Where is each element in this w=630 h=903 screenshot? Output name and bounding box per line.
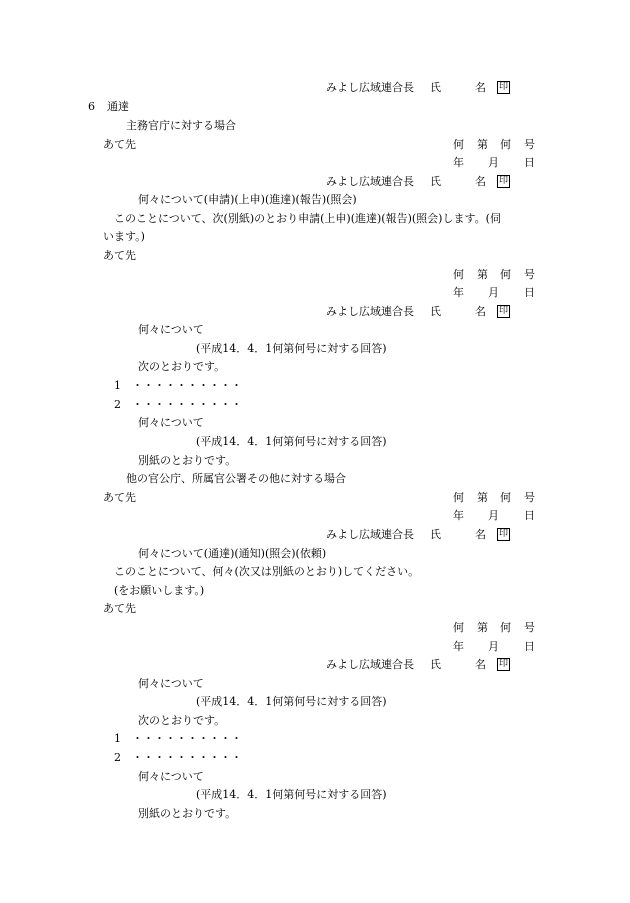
seal-mark: 印 [498,306,508,316]
reference-line: (平成14．4．1何第何号に対する回答) [196,342,387,355]
sender-shi: 氏 [430,81,441,94]
docno-c: 何 [500,138,511,151]
sender-org: みよし広域連合長 [326,305,414,318]
docno-c: 何 [500,621,511,634]
docno-d: 号 [524,268,535,281]
list-item: 2 ・・・・・・・・・・ [114,751,242,764]
docno-d: 号 [524,138,535,151]
docno-d: 号 [524,491,535,504]
body-text: います。) [103,230,145,243]
section-title: 通達 [107,100,129,113]
seal-mark: 印 [498,659,508,669]
date-day: 日 [524,286,535,299]
list-item: 1 ・・・・・・・・・・ [114,379,242,392]
subject-line: 何々について(申請)(上申)(進達)(報告)(照会) [138,193,357,206]
subject-line: 何々について [138,323,204,336]
subsection-title-2: 他の官公庁、所属官公署その他に対する場合 [126,472,346,485]
date-month: 月 [488,509,499,522]
docno-a: 何 [453,138,464,151]
docno-b: 第 [477,138,488,151]
docno-b: 第 [477,491,488,504]
sender-mei: 名 [475,175,486,188]
subject-line: 何々について [138,677,204,690]
date-month: 月 [488,640,499,653]
docno-b: 第 [477,268,488,281]
docno-c: 何 [500,268,511,281]
sender-org: みよし広域連合長 [326,658,414,671]
body-text: このことについて、何々(次又は別紙のとおり)してください。 [114,565,420,578]
date-year: 年 [453,156,464,169]
subject-line: 何々について(通達)(通知)(照会)(依頼) [138,547,327,560]
date-month: 月 [488,156,499,169]
docno-c: 何 [500,491,511,504]
seal-mark: 印 [498,529,508,539]
seal-mark: 印 [498,176,508,186]
list-item: 1 ・・・・・・・・・・ [114,732,242,745]
docno-a: 何 [453,268,464,281]
addressee: あて先 [103,249,136,262]
body-text: 別紙のとおりです。 [138,807,237,820]
date-year: 年 [453,286,464,299]
reference-line: (平成14．4．1何第何号に対する回答) [196,788,387,801]
date-year: 年 [453,509,464,522]
sender-shi: 氏 [430,528,441,541]
addressee: あて先 [103,602,136,615]
body-text: 次のとおりです。 [138,360,226,373]
section-number: 6 [88,100,95,113]
date-year: 年 [453,640,464,653]
subsection-title-1: 主務官庁に対する場合 [126,119,236,132]
sender-shi: 氏 [430,175,441,188]
date-day: 日 [524,640,535,653]
date-day: 日 [524,156,535,169]
reference-line: (平成14．4．1何第何号に対する回答) [196,695,387,708]
body-text: 別紙のとおりです。 [138,454,237,467]
docno-a: 何 [453,621,464,634]
sender-shi: 氏 [430,305,441,318]
seal-mark: 印 [498,82,508,92]
list-item: 2 ・・・・・・・・・・ [114,398,242,411]
sender-mei: 名 [475,81,486,94]
sender-shi: 氏 [430,658,441,671]
sender-mei: 名 [475,658,486,671]
docno-a: 何 [453,491,464,504]
body-text: 次のとおりです。 [138,714,226,727]
sender-org: みよし広域連合長 [326,175,414,188]
body-text: このことについて、次(別紙)のとおり申請(上申)(進達)(報告)(照会)します。(伺 [114,212,501,225]
docno-b: 第 [477,621,488,634]
addressee: あて先 [103,491,136,504]
reference-line: (平成14．4．1何第何号に対する回答) [196,435,387,448]
date-month: 月 [488,286,499,299]
subject-line: 何々について [138,770,204,783]
subject-line: 何々について [138,416,204,429]
date-day: 日 [524,509,535,522]
addressee: あて先 [103,138,136,151]
body-text: (をお願いします。) [114,584,205,597]
sender-mei: 名 [475,305,486,318]
docno-d: 号 [524,621,535,634]
sender-org: みよし広域連合長 [326,528,414,541]
sender-org: みよし広域連合長 [326,81,414,94]
sender-mei: 名 [475,528,486,541]
